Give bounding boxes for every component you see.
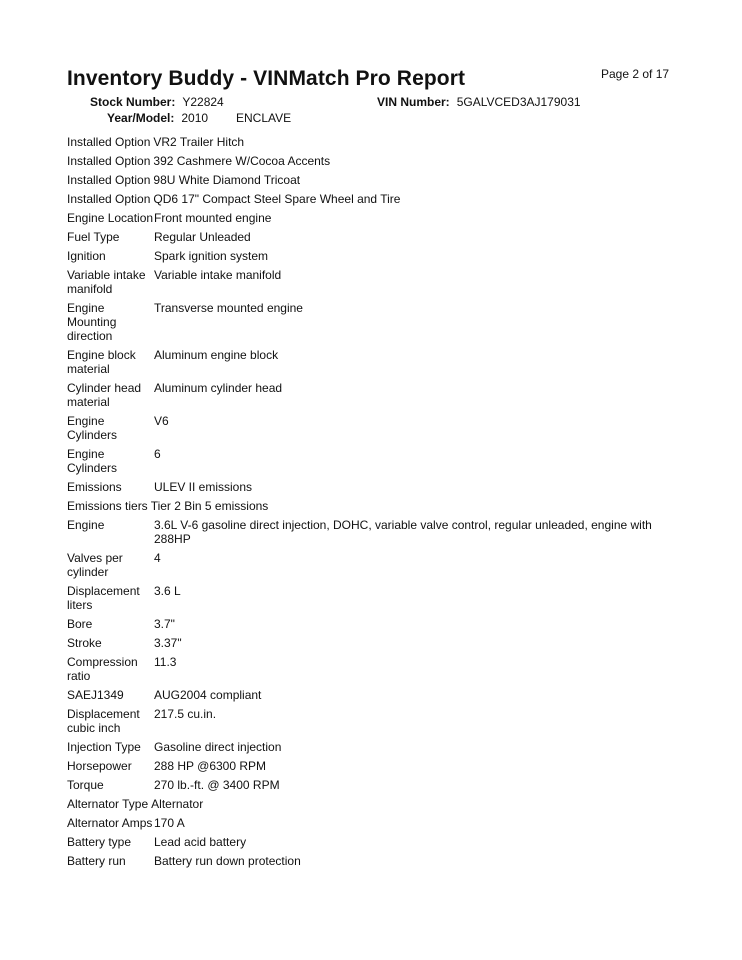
- stock-number: [90, 95, 224, 109]
- vin-number-value: 5GALVCED3AJ179031: [456, 95, 581, 109]
- spec-label: Emissions: [67, 480, 122, 494]
- spec-row: [67, 778, 677, 792]
- spec-value: ULEV II emissions: [154, 480, 253, 494]
- spec-row: [67, 797, 677, 811]
- spec-value: V6: [154, 414, 169, 428]
- spec-row: [67, 230, 677, 244]
- spec-value: 4: [154, 551, 161, 565]
- spec-row: [67, 655, 677, 683]
- spec-label: Displacement liters: [67, 584, 140, 612]
- spec-label: Installed Option: [67, 173, 151, 187]
- spec-row: [67, 154, 677, 168]
- year-model: [107, 111, 208, 125]
- spec-label: Bore: [67, 617, 93, 631]
- spec-label: Displacement cubic inch: [67, 707, 140, 735]
- spec-label: Injection Type: [67, 740, 141, 754]
- spec-row: [67, 816, 677, 830]
- spec-row: [67, 381, 677, 409]
- spec-value: Transverse mounted engine: [154, 301, 303, 315]
- spec-row: [67, 854, 677, 868]
- spec-value: VR2 Trailer Hitch: [153, 135, 245, 149]
- spec-row: [67, 551, 677, 579]
- spec-label: Alternator Amps: [67, 816, 153, 830]
- stock-number-label: Stock Number:: [90, 95, 176, 109]
- spec-label: Battery run: [67, 854, 126, 868]
- spec-label: Alternator Type: [67, 797, 149, 811]
- spec-row: [67, 211, 677, 225]
- spec-value: AUG2004 compliant: [154, 688, 262, 702]
- spec-label: Cylinder head material: [67, 381, 142, 409]
- spec-list: [67, 135, 677, 873]
- spec-value: 98U White Diamond Tricoat: [153, 173, 301, 187]
- spec-row: [67, 499, 677, 513]
- spec-value: Alternator: [151, 797, 204, 811]
- year-value: 2010: [181, 111, 209, 125]
- spec-row: [67, 835, 677, 849]
- spec-value: Lead acid battery: [154, 835, 247, 849]
- spec-value: 3.6L V-6 gasoline direct injection, DOHC, variable valve control, regular unleaded, engine with 288HP: [154, 518, 652, 546]
- spec-row: [67, 348, 677, 376]
- spec-value: Tier 2 Bin 5 emissions: [150, 499, 269, 513]
- spec-label: Horsepower: [67, 759, 132, 773]
- spec-row: [67, 480, 677, 494]
- spec-row: [67, 135, 677, 149]
- spec-row: [67, 447, 677, 475]
- spec-label: Stroke: [67, 636, 102, 650]
- spec-value: Variable intake manifold: [154, 268, 282, 282]
- spec-label: Valves per cylinder: [67, 551, 123, 579]
- spec-label: Engine Cylinders: [67, 414, 118, 442]
- spec-value: 3.37": [154, 636, 182, 650]
- spec-label: SAEJ1349: [67, 688, 124, 702]
- vin-number-label: VIN Number:: [377, 95, 450, 109]
- spec-label: Fuel Type: [67, 230, 120, 244]
- spec-label: Installed Option: [67, 135, 151, 149]
- spec-label: Engine: [67, 518, 105, 532]
- spec-label: Ignition: [67, 249, 106, 263]
- spec-value: Battery run down protection: [154, 854, 301, 868]
- stock-number-value: Y22824: [182, 95, 224, 109]
- spec-row: [67, 301, 677, 343]
- spec-value: 11.3: [154, 655, 177, 669]
- spec-row: [67, 759, 677, 773]
- spec-label: Engine Mounting direction: [67, 301, 117, 343]
- spec-row: [67, 636, 677, 650]
- model-value: ENCLAVE: [236, 111, 292, 125]
- spec-value: 288 HP @6300 RPM: [154, 759, 267, 773]
- spec-row: [67, 707, 677, 735]
- spec-row: [67, 518, 677, 546]
- year-model-label: Year/Model:: [107, 111, 175, 125]
- spec-row: [67, 688, 677, 702]
- spec-label: Emissions tiers: [67, 499, 148, 513]
- spec-row: [67, 249, 677, 263]
- spec-row: [67, 584, 677, 612]
- spec-value: 170 A: [154, 816, 185, 830]
- report-title: Inventory Buddy - VINMatch Pro Report: [67, 67, 466, 90]
- spec-value: 270 lb.-ft. @ 3400 RPM: [154, 778, 280, 792]
- spec-row: [67, 268, 677, 296]
- spec-label: Compression ratio: [67, 655, 138, 683]
- spec-row: [67, 173, 677, 187]
- spec-value: 6: [154, 447, 161, 461]
- spec-value: QD6 17" Compact Steel Spare Wheel and Tire: [153, 192, 401, 206]
- spec-label: Engine Location: [67, 211, 154, 225]
- spec-value: Front mounted engine: [154, 211, 272, 225]
- spec-label: Battery type: [67, 835, 132, 849]
- spec-label: Engine Cylinders: [67, 447, 118, 475]
- spec-label: Torque: [67, 778, 104, 792]
- model-name: [236, 111, 291, 125]
- spec-value: 392 Cashmere W/Cocoa Accents: [153, 154, 331, 168]
- spec-row: [67, 192, 677, 206]
- spec-value: Aluminum cylinder head: [154, 381, 283, 395]
- spec-value: Regular Unleaded: [154, 230, 251, 244]
- spec-row: [67, 414, 677, 442]
- spec-label: Engine block material: [67, 348, 136, 376]
- spec-value: 3.6 L: [154, 584, 181, 598]
- vin-number: [377, 95, 581, 109]
- spec-label: Variable intake manifold: [67, 268, 146, 296]
- spec-value: 3.7": [154, 617, 175, 631]
- spec-value: Aluminum engine block: [154, 348, 279, 362]
- spec-value: Spark ignition system: [154, 249, 269, 263]
- page-number: Page 2 of 17: [601, 67, 670, 81]
- spec-row: [67, 617, 677, 631]
- spec-value: 217.5 cu.in.: [154, 707, 217, 721]
- spec-label: Installed Option: [67, 192, 151, 206]
- spec-row: [67, 740, 677, 754]
- spec-value: Gasoline direct injection: [154, 740, 282, 754]
- spec-label: Installed Option: [67, 154, 151, 168]
